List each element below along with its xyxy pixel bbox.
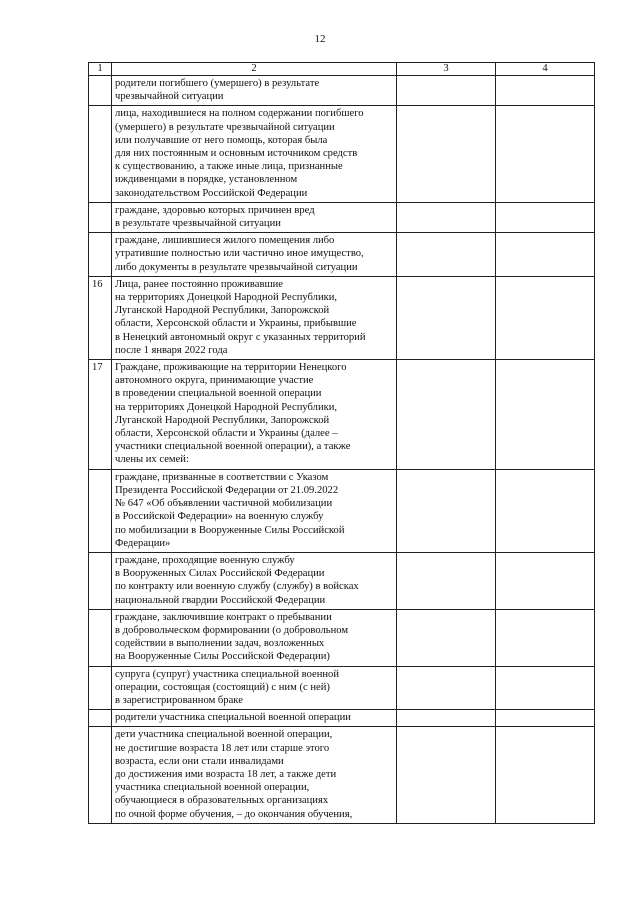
table-header-row [89,63,595,76]
row-number-cell [89,76,112,106]
column-4-cell [496,76,595,106]
table-row [89,106,595,202]
table-body [89,76,595,824]
column-3-cell [397,276,496,359]
page-number: 12 [314,33,326,45]
column-4-cell [496,609,595,666]
column-3-cell [397,710,496,727]
table-row [89,727,595,823]
column-3-cell [397,552,496,609]
row-description-cell: лица, находившиеся на полном содержании погибшего (умершего) в результате чрезвычайной ситуации или получавшие от него помощь, которая была для них постоянным и основным источником средств к существованию, а также иные лица, признанные иждивенцами в порядке, установленном законодательством Российской Федерации [112,106,397,202]
table-row [89,233,595,277]
column-4-cell [496,727,595,823]
column-3-cell [397,233,496,277]
column-3-cell [397,469,496,552]
row-description-cell: Граждане, проживающие на территории Ненецкого автономного округа, принимающие участие в проведении специальной военной операции на территориях Донецкой Народной Республики, Луганской Народной Республики, Запорожской области, Херсонской области и Украины (далее – участники специальной военной операции), а также члены их семей: [112,360,397,470]
column-4-cell [496,202,595,232]
row-description-cell: Лица, ранее постоянно проживавшие на территориях Донецкой Народной Республики, Луганской Народной Республики, Запорожской области, Херсонской области и Украины, прибывшие в Ненецкий автономный округ с указанных территорий после 1 января 2022 года [112,276,397,359]
column-number-3: 3 [397,63,496,76]
column-number-2: 2 [112,63,397,76]
column-4-cell [496,469,595,552]
table-row [89,76,595,106]
column-number-4: 4 [496,63,595,76]
table-row [89,276,595,359]
row-number-cell [89,552,112,609]
table-row [89,710,595,727]
column-4-cell [496,552,595,609]
row-number-cell [89,233,112,277]
column-3-cell [397,609,496,666]
row-description-cell: родители погибшего (умершего) в результате чрезвычайной ситуации [112,76,397,106]
column-3-cell [397,106,496,202]
table-row [89,202,595,232]
column-4-cell [496,666,595,710]
table-row [89,666,595,710]
row-number-cell: 16 [89,276,112,359]
row-number-cell [89,727,112,823]
row-number-cell: 17 [89,360,112,470]
column-4-cell [496,106,595,202]
table-row [89,552,595,609]
row-description-cell: граждане, здоровью которых причинен вред в результате чрезвычайной ситуации [112,202,397,232]
column-3-cell [397,76,496,106]
row-description-cell: граждане, проходящие военную службу в Вооруженных Силах Российской Федерации по контракту или военную службу (службу) в войсках национальной гвардии Российской Федерации [112,552,397,609]
column-3-cell [397,202,496,232]
column-4-cell [496,710,595,727]
column-3-cell [397,666,496,710]
row-number-cell [89,609,112,666]
table-row [89,609,595,666]
column-4-cell [496,276,595,359]
row-description-cell: супруга (супруг) участника специальной военной операции, состоящая (состоящий) с ним (с ней) в зарегистрированном браке [112,666,397,710]
column-number-1: 1 [89,63,112,76]
column-4-cell [496,233,595,277]
row-number-cell [89,710,112,727]
benefits-table [88,62,595,824]
table-row [89,360,595,470]
row-description-cell: граждане, призванные в соответствии с Указом Президента Российской Федерации от 21.09.2022 № 647 «Об объявлении частичной мобилизации в Российской Федерации» на военную службу по мобилизации в Вооруженные Силы Российской Федерации» [112,469,397,552]
row-description-cell: граждане, лишившиеся жилого помещения либо утратившие полностью или частично иное имущество, либо документы в результате чрезвычайной ситуации [112,233,397,277]
row-number-cell [89,202,112,232]
row-number-cell [89,106,112,202]
column-3-cell [397,727,496,823]
row-number-cell [89,666,112,710]
row-description-cell: граждане, заключившие контракт о пребывании в добровольческом формировании (о добровольном содействии в выполнении задач, возложенных на Вооруженные Силы Российской Федерации) [112,609,397,666]
row-description-cell: дети участника специальной военной операции, не достигшие возраста 18 лет или старше этого возраста, если они стали инвалидами до достижения ими возраста 18 лет, а также дети участника специальной военной операции, обучающиеся в образовательных организациях по очной форме обучения, – до окончания обучения, [112,727,397,823]
column-3-cell [397,360,496,470]
table-row [89,469,595,552]
column-4-cell [496,360,595,470]
row-number-cell [89,469,112,552]
row-description-cell: родители участника специальной военной операции [112,710,397,727]
